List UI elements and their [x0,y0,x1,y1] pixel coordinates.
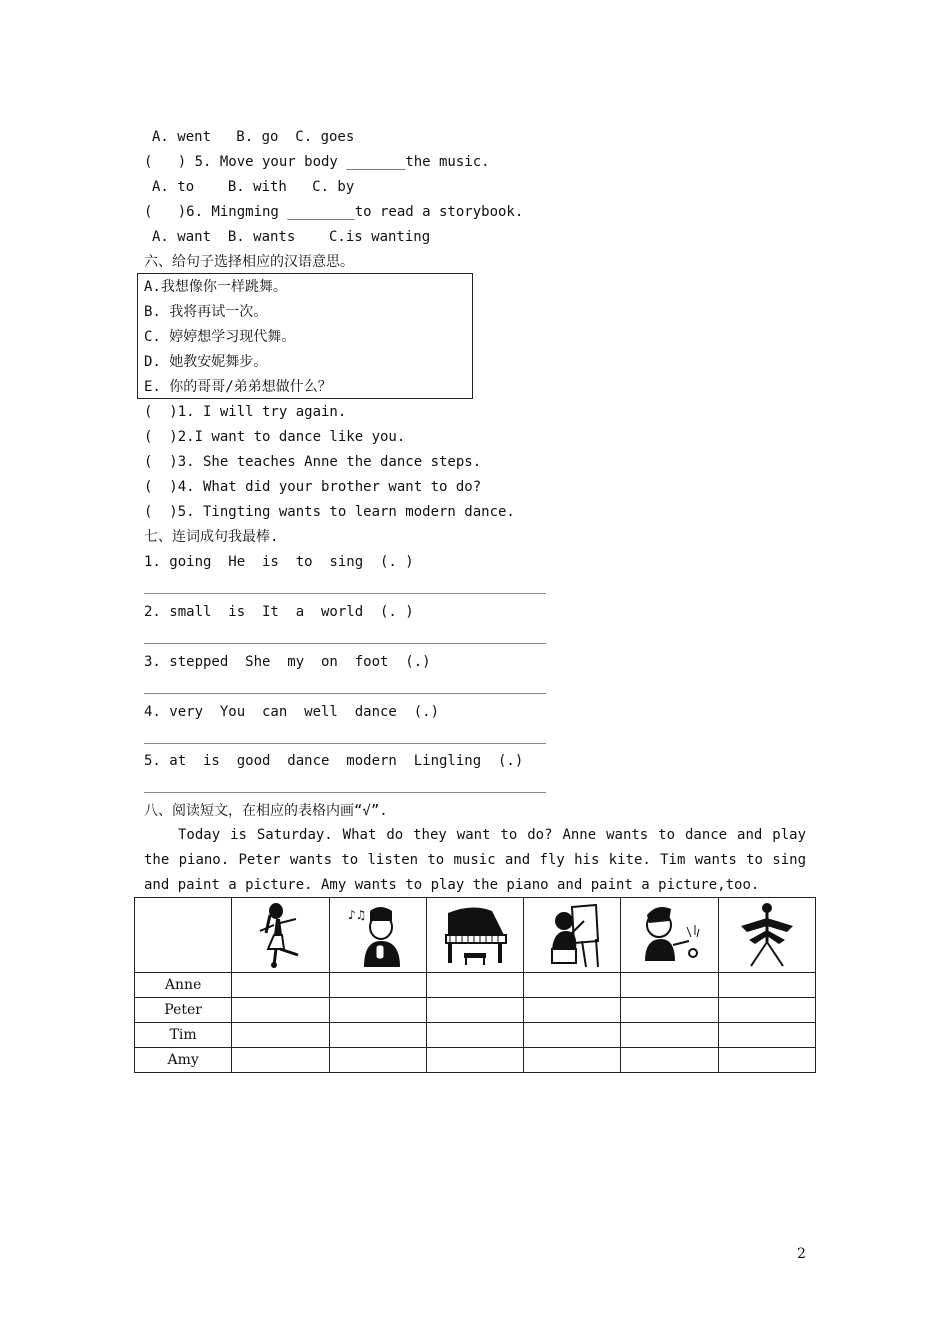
match-item-1: ( )1. I will try again. [144,404,347,420]
reorder-item-4: 4. very You can well dance (.) [144,704,440,720]
answer-cell[interactable] [524,1048,621,1073]
section-6-title: 六、给句子选择相应的汉语意思。 [144,254,354,270]
question-6: ( )6. Mingming ________to read a storybook. [144,204,524,220]
answer-cell[interactable] [621,1023,718,1048]
match-item-4: ( )4. What did your brother want to do? [144,479,482,495]
answer-line-2 [144,643,546,644]
options-5: A. to B. with C. by [152,179,355,195]
answer-cell[interactable] [329,973,426,998]
question-5: ( ) 5. Move your body _______the music. [144,154,490,170]
options-prev: A. went B. go C. goes [152,129,355,145]
pic-dance [232,898,329,973]
section-7-title: 七、连词成句我最棒. [144,529,279,545]
answer-cell[interactable] [718,998,815,1023]
options-6: A. want B. wants C.is wanting [152,229,431,245]
row-name-amy: Amy [135,1048,232,1073]
section-8-title: 八、阅读短文，在相应的表格内画“√”. [144,803,388,819]
answer-cell[interactable] [718,973,815,998]
pic-piano [426,898,523,973]
page-number: 2 [797,1246,806,1262]
answer-cell[interactable] [329,1048,426,1073]
reorder-item-1: 1. going He is to sing (. ) [144,554,414,570]
answer-line-5 [144,792,546,793]
answer-cell[interactable] [718,1023,815,1048]
answer-cell[interactable] [524,998,621,1023]
answer-table [134,897,816,1073]
answer-cell[interactable] [621,998,718,1023]
choice-d: D. 她教安妮舞步。 [144,354,268,370]
answer-cell[interactable] [524,1023,621,1048]
answer-cell[interactable] [329,998,426,1023]
answer-cell[interactable] [718,1048,815,1073]
match-item-3: ( )3. She teaches Anne the dance steps. [144,454,482,470]
row-name-peter: Peter [135,998,232,1023]
answer-cell[interactable] [426,1048,523,1073]
painting-child-icon [542,901,602,969]
match-item-5: ( )5. Tingting wants to learn modern dance. [144,504,515,520]
kite-icon [737,900,797,970]
answer-cell[interactable] [426,998,523,1023]
svg-text:♪♫: ♪♫ [347,908,367,922]
reading-passage [144,823,806,898]
answer-cell[interactable] [232,1023,329,1048]
passage-text: Today is Saturday. What do they want to do? Anne wants to dance and play the piano. Peter wants to listen to music and fly his kite. Tim wants to sing and paint a picture. Amy wants to play the piano and paint a picture,too. [144,827,806,893]
pic-music [621,898,718,973]
pic-paint [524,898,621,973]
answer-cell[interactable] [232,998,329,1023]
pic-sing [329,898,426,973]
answer-cell[interactable] [524,973,621,998]
answer-cell[interactable] [232,973,329,998]
answer-line-4 [144,743,546,744]
answer-cell[interactable] [621,1048,718,1073]
choice-c: C. 婷婷想学习现代舞。 [144,329,296,345]
match-item-2: ( )2.I want to dance like you. [144,429,406,445]
answer-cell[interactable] [329,1023,426,1048]
answer-cell[interactable] [621,973,718,998]
choice-b: B. 我将再试一次。 [144,304,268,320]
answer-cell[interactable] [232,1048,329,1073]
answer-line-1 [144,593,546,594]
answer-line-3 [144,693,546,694]
singing-boy-icon [346,901,410,969]
reorder-item-2: 2. small is It a world (. ) [144,604,414,620]
row-name-anne: Anne [135,973,232,998]
dancing-girl-icon [250,901,310,969]
listening-music-icon [637,901,703,969]
row-name-tim: Tim [135,1023,232,1048]
choice-e: E. 你的哥哥/弟弟想做什么？ [144,379,332,395]
choices-box [137,273,473,399]
choice-a: A.我想像你一样跳舞。 [144,279,287,295]
piano-icon [442,901,508,969]
answer-cell[interactable] [426,1023,523,1048]
corner-cell [135,898,232,973]
answer-cell[interactable] [426,973,523,998]
pic-kite [718,898,815,973]
reorder-item-3: 3. stepped She my on foot (.) [144,654,431,670]
reorder-item-5: 5. at is good dance modern Lingling (.) [144,753,524,769]
